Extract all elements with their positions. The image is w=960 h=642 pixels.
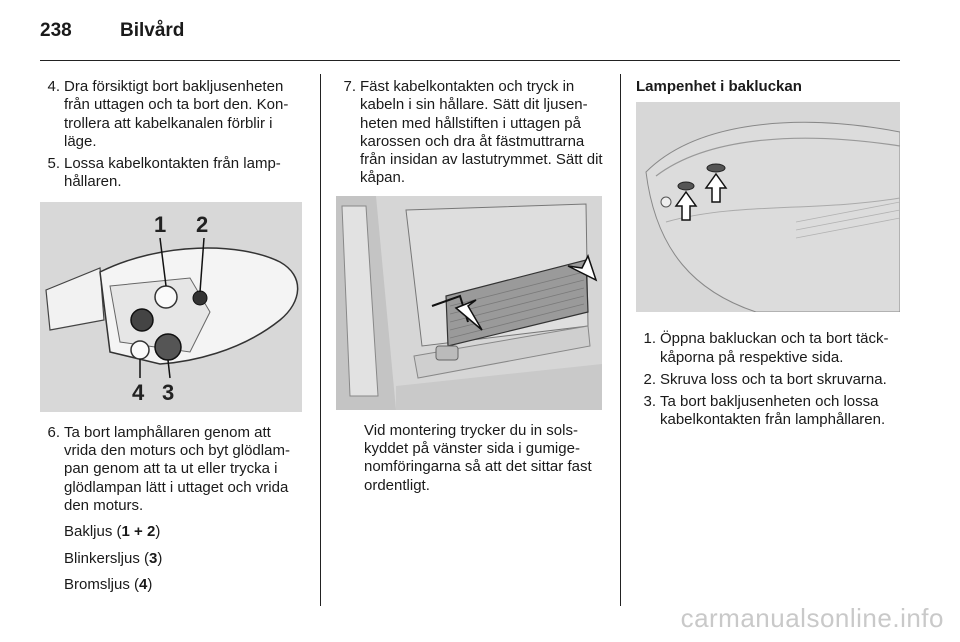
page-header — [40, 18, 900, 58]
item-number: 3. — [643, 393, 656, 411]
item-text: Skruva loss och ta bort skruvarna. — [660, 370, 887, 388]
item-number: 4. — [47, 78, 60, 95]
list-item — [336, 78, 604, 188]
item-number: 7. — [343, 78, 356, 95]
item-text: Ta bort bakljusenheten och lossa kabelkontakten från lamphållaren. — [660, 393, 886, 429]
list-item — [636, 393, 902, 430]
list-item — [40, 155, 303, 192]
list-item — [636, 330, 902, 367]
item-number: 2. — [643, 370, 656, 388]
item-number: 6. — [47, 423, 60, 441]
item-number: 5. — [47, 155, 60, 173]
page-title: Bilvård — [120, 20, 185, 41]
column-divider — [620, 74, 621, 606]
list-item — [40, 424, 303, 515]
item-text: Lossa kabelkontakten från lamphållaren. — [64, 155, 281, 191]
item-text: Öppna bakluckan och ta bort täckkåporna på respektive sida. — [660, 330, 889, 366]
figure-label-2: 2 — [196, 211, 209, 237]
column-3 — [636, 78, 902, 434]
header-rule — [40, 60, 900, 61]
tail-light-figure — [40, 202, 302, 412]
section-heading: Lampenhet i bakluckan — [636, 78, 802, 95]
bulb-note: Bakljus (1 + 2) — [64, 523, 161, 541]
column-2 — [336, 78, 604, 495]
tail-light-illustration — [40, 202, 302, 412]
bulb-note: Blinkersljus (3) — [64, 549, 163, 567]
tailgate-figure — [636, 102, 900, 312]
figure-label-1: 1 — [154, 211, 167, 237]
column-1 — [40, 78, 303, 594]
item-text: Ta bort lamphållaren genom att vrida den moturs och byt glödlampan genom att ta ut eller trycka i glödlampan lätt i uttaget och vrida den moturs. — [64, 423, 290, 514]
page-number: 238 — [40, 20, 72, 41]
item-number: 1. — [643, 330, 656, 348]
bulb-note: Bromsljus (4) — [64, 575, 153, 593]
sunshade-figure — [336, 196, 602, 410]
site-watermark: carmanualsonline.info — [680, 603, 944, 633]
tailgate-illustration — [636, 102, 900, 312]
figure-caption: Vid montering trycker du in solskyddet på vänster sida i gumigenomföringarna så att det sittar fast ordentligt. — [364, 421, 592, 494]
figure-label-4: 4 — [132, 379, 145, 405]
list-item — [636, 371, 902, 389]
list-item — [40, 78, 303, 151]
figure-label-3: 3 — [162, 379, 175, 405]
item-text: Fäst kabelkontakten och tryck in kabeln i sin hållare. Sätt dit ljusenheten med hållstiften i uttagen på karossen och dra åt fästmuttrarna från insidan av lastutrymmet. Sätt dit kåpan. — [360, 78, 603, 187]
item-text: Dra försiktigt bort bakljusenheten från uttagen och ta bort den. Kontrollera att kabelkanalen förblir i läge. — [64, 78, 289, 150]
column-divider — [320, 74, 321, 606]
sunshade-illustration — [336, 196, 602, 410]
